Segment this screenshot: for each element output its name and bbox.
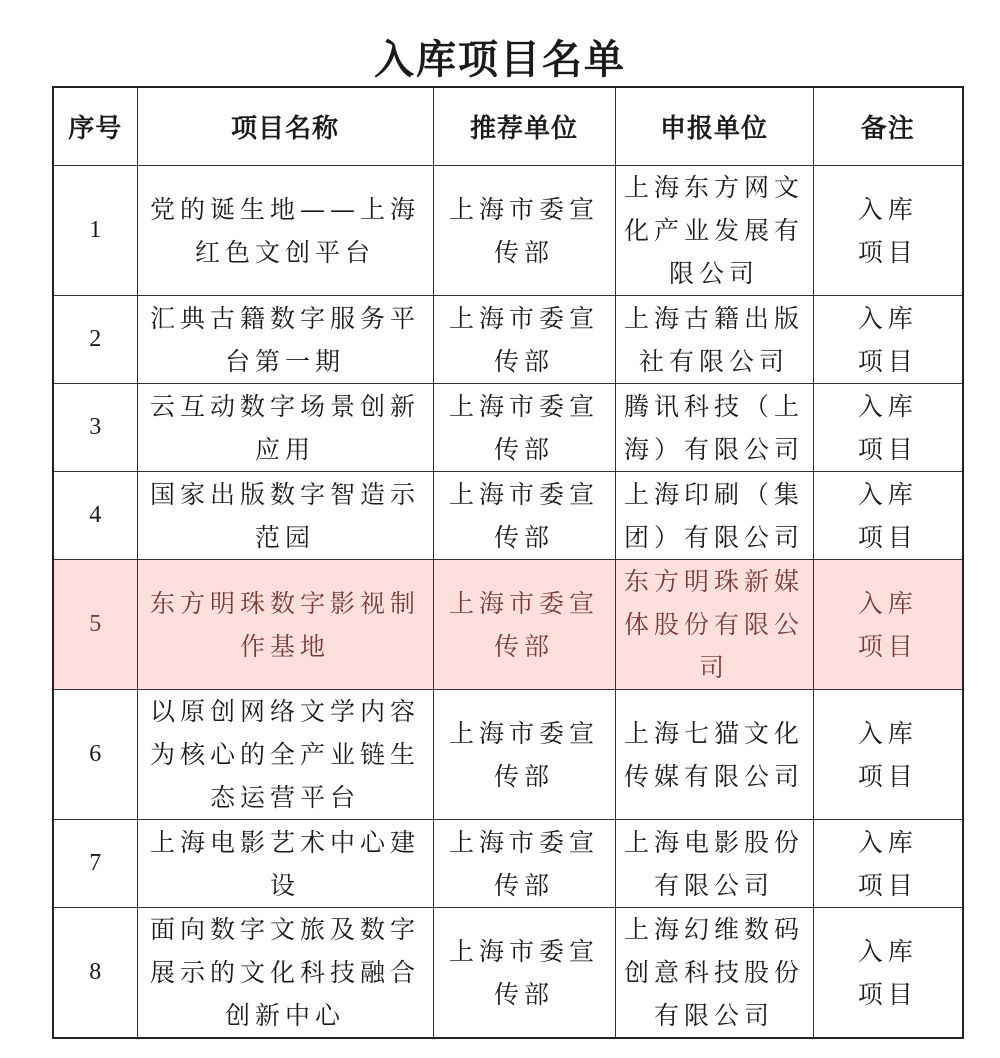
applicant: 上海幻维数码创意科技股份有限公司 — [615, 908, 813, 1039]
row-no: 2 — [53, 296, 137, 384]
remark: 入库项目 — [813, 166, 963, 296]
applicant: 腾讯科技（上海）有限公司 — [615, 384, 813, 472]
remark: 入库项目 — [813, 472, 963, 560]
remark: 入库项目 — [813, 384, 963, 472]
project-name: 东方明珠数字影视制作基地 — [137, 560, 433, 690]
table-row-highlighted — [53, 560, 963, 690]
table-row — [53, 908, 963, 1039]
row-no: 3 — [53, 384, 137, 472]
recommender: 上海市委宣传部 — [433, 296, 615, 384]
project-name: 以原创网络文学内容为核心的全产业链生态运营平台 — [137, 690, 433, 820]
page-title: 入库项目名单 — [374, 37, 626, 83]
recommender: 上海市委宣传部 — [433, 472, 615, 560]
row-no: 4 — [53, 472, 137, 560]
row-no: 8 — [53, 908, 137, 1039]
applicant: 上海印刷（集团）有限公司 — [615, 472, 813, 560]
header-recommender: 推荐单位 — [433, 87, 615, 166]
table-row — [53, 384, 963, 472]
applicant: 东方明珠新媒体股份有限公司 — [615, 560, 813, 690]
applicant: 上海七猫文化传媒有限公司 — [615, 690, 813, 820]
row-no: 6 — [53, 690, 137, 820]
remark: 入库项目 — [813, 560, 963, 690]
table-row — [53, 296, 963, 384]
row-no: 7 — [53, 820, 137, 908]
recommender: 上海市委宣传部 — [433, 560, 615, 690]
project-name: 云互动数字场景创新应用 — [137, 384, 433, 472]
row-no: 5 — [53, 560, 137, 690]
table-row — [53, 690, 963, 820]
project-name: 国家出版数字智造示范园 — [137, 472, 433, 560]
project-name: 面向数字文旅及数字展示的文化科技融合创新中心 — [137, 908, 433, 1039]
remark: 入库项目 — [813, 690, 963, 820]
header-no: 序号 — [53, 87, 137, 166]
table-row — [53, 472, 963, 560]
remark: 入库项目 — [813, 820, 963, 908]
remark: 入库项目 — [813, 296, 963, 384]
recommender: 上海市委宣传部 — [433, 908, 615, 1039]
row-no: 1 — [53, 166, 137, 296]
applicant: 上海电影股份有限公司 — [615, 820, 813, 908]
header-applicant: 申报单位 — [615, 87, 813, 166]
project-name: 上海电影艺术中心建设 — [137, 820, 433, 908]
table-header-row — [53, 87, 963, 166]
recommender: 上海市委宣传部 — [433, 690, 615, 820]
header-remark: 备注 — [813, 87, 963, 166]
header-project-name: 项目名称 — [137, 87, 433, 166]
project-list-table — [52, 86, 964, 1039]
applicant: 上海东方网文化产业发展有限公司 — [615, 166, 813, 296]
recommender: 上海市委宣传部 — [433, 384, 615, 472]
recommender: 上海市委宣传部 — [433, 166, 615, 296]
project-name: 党的诞生地——上海红色文创平台 — [137, 166, 433, 296]
table-row — [53, 820, 963, 908]
applicant: 上海古籍出版社有限公司 — [615, 296, 813, 384]
remark: 入库项目 — [813, 908, 963, 1039]
table-row — [53, 166, 963, 296]
project-name: 汇典古籍数字服务平台第一期 — [137, 296, 433, 384]
recommender: 上海市委宣传部 — [433, 820, 615, 908]
